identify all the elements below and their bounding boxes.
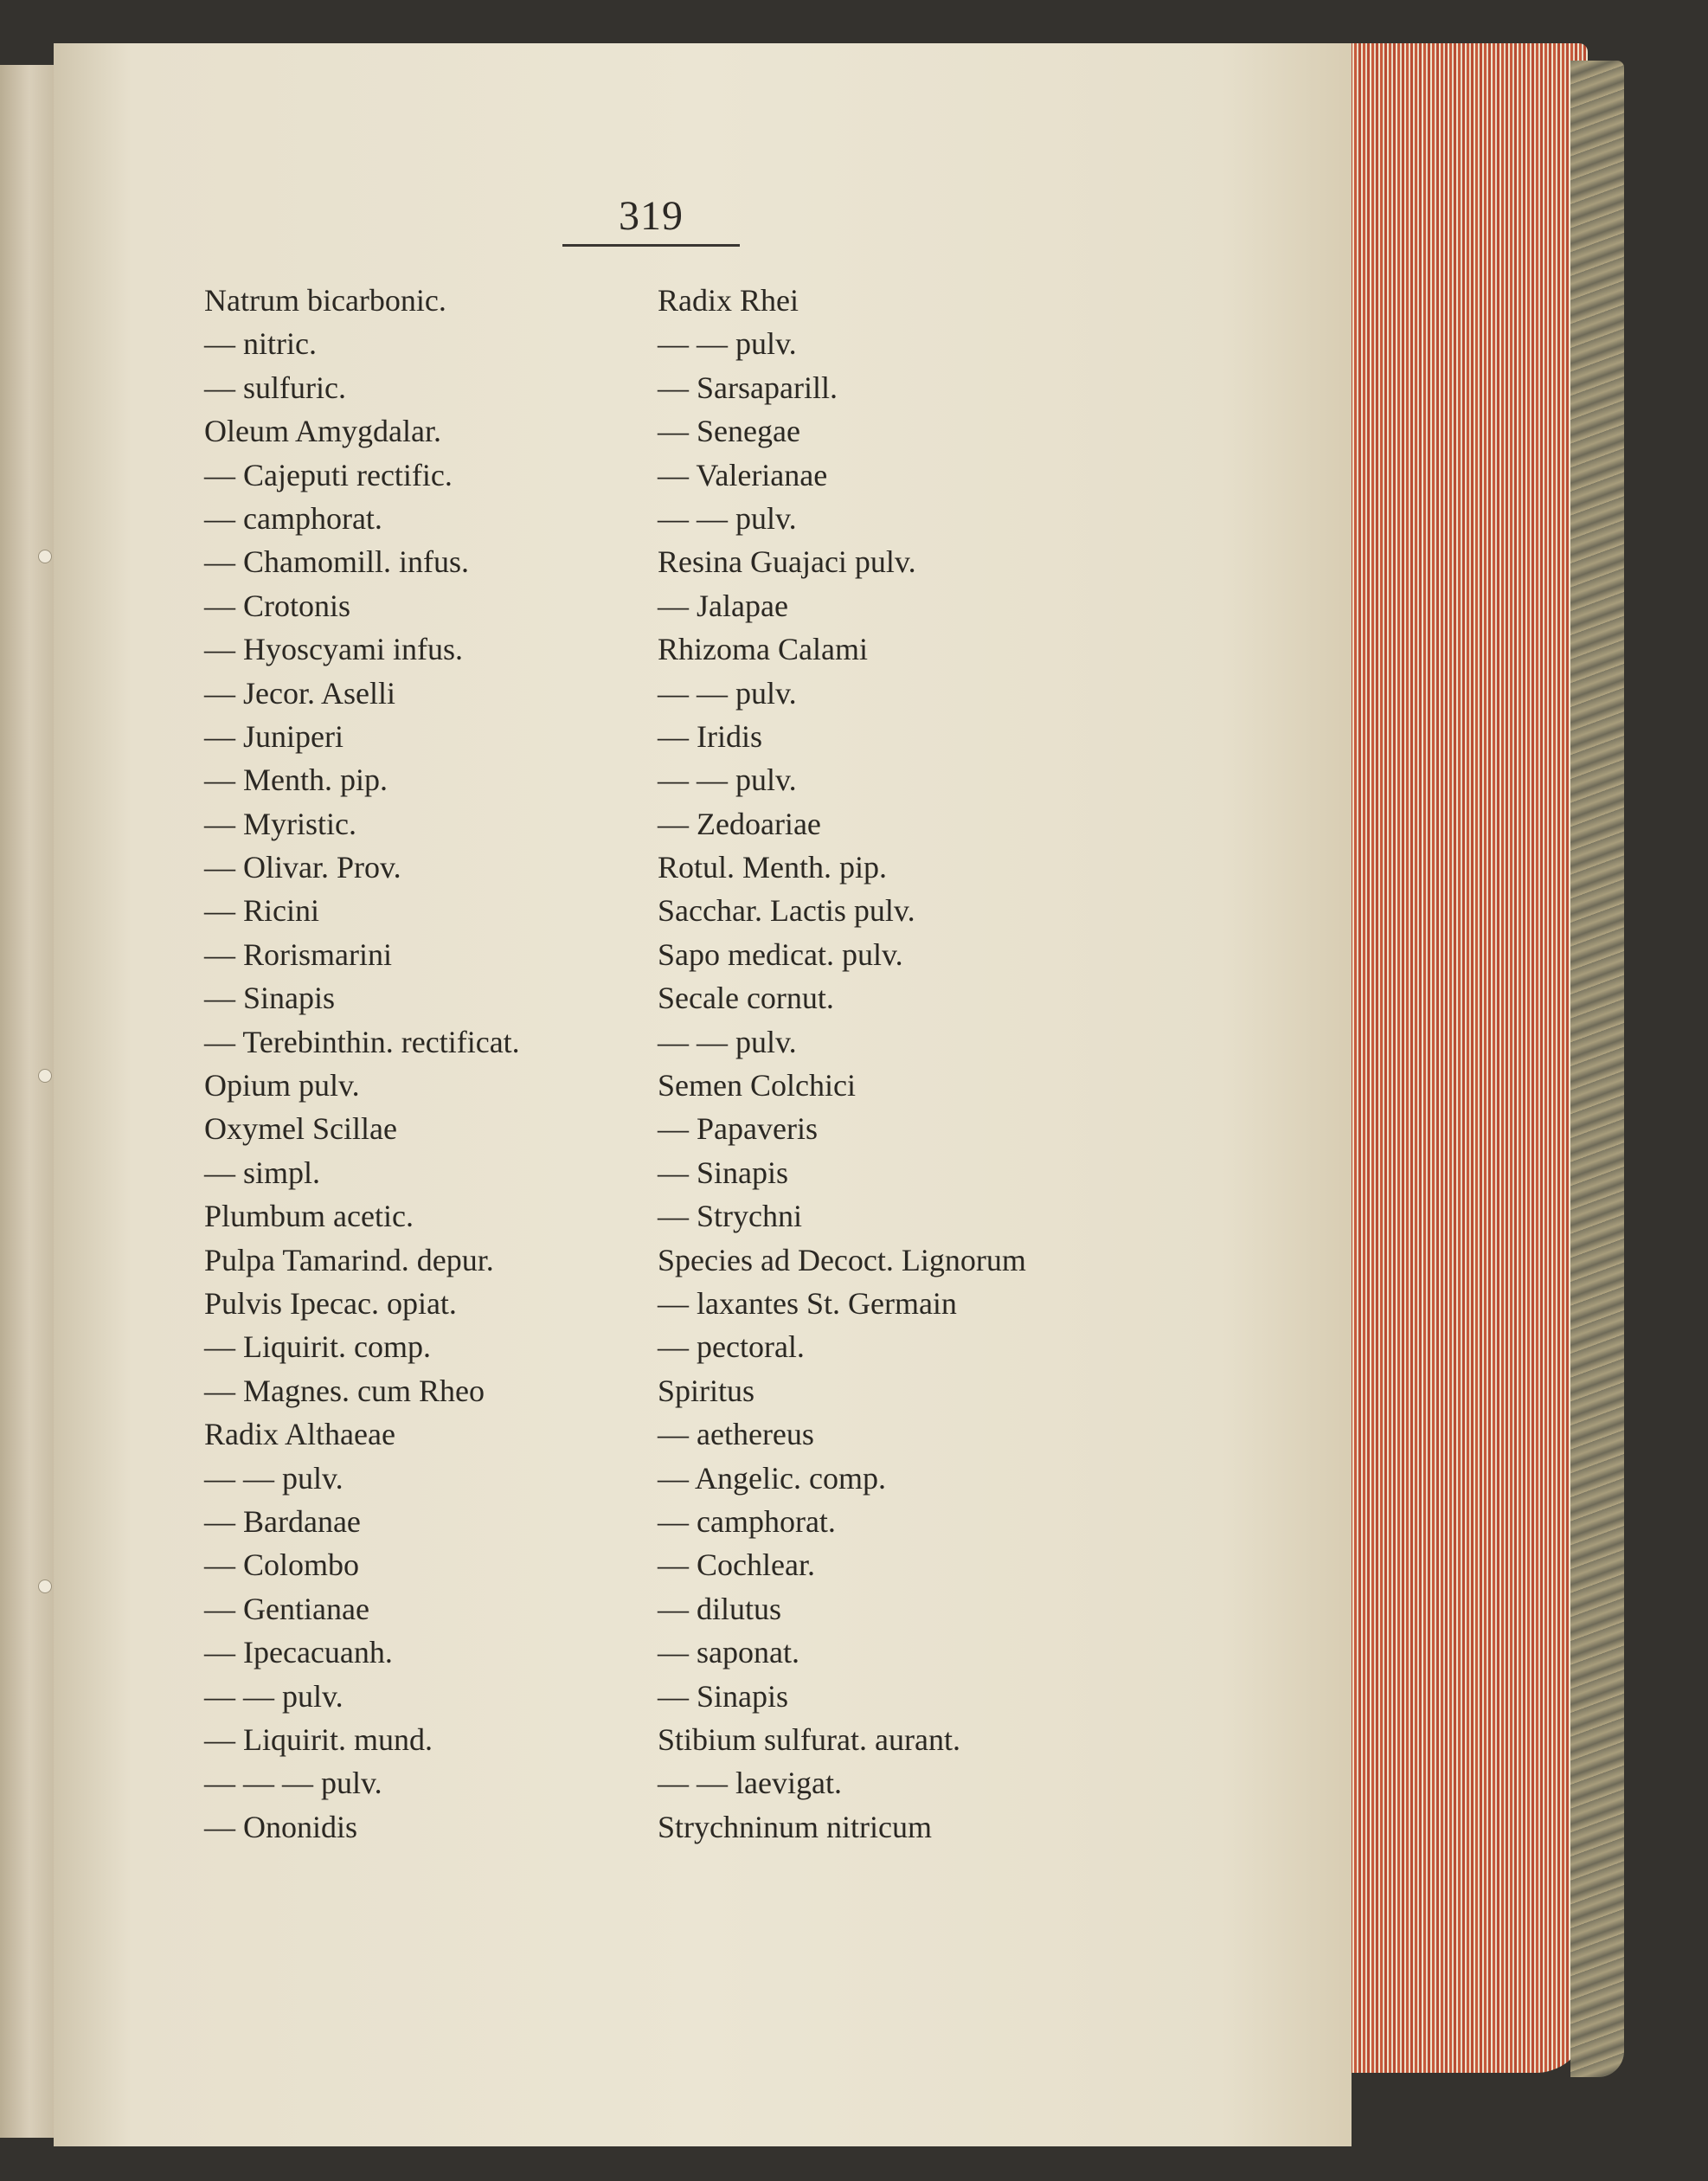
list-item: — Gentianae xyxy=(204,1591,369,1626)
list-item: Strychninum nitricum xyxy=(658,1809,932,1844)
list-item: — Crotonis xyxy=(204,588,351,623)
page-block-edges xyxy=(1337,43,1588,2073)
list-item: — Angelic. comp. xyxy=(658,1460,886,1496)
list-item: — Terebinthin. rectificat. xyxy=(204,1024,520,1059)
list-item: Oxymel Scillae xyxy=(204,1111,397,1147)
list-item: — Sarsaparill. xyxy=(658,370,838,405)
list-item: — Strychni xyxy=(658,1199,802,1234)
list-item: — Sinapis xyxy=(204,981,336,1016)
list-item: — — pulv. xyxy=(204,1678,344,1714)
list-item: — Ricini xyxy=(204,893,319,929)
list-item: — Cochlear. xyxy=(658,1547,815,1583)
list-item: — Bardanae xyxy=(204,1503,361,1539)
marbled-cover-board xyxy=(1570,61,1624,2077)
list-item: — Colombo xyxy=(204,1547,360,1583)
list-item: — — pulv. xyxy=(658,1024,797,1059)
left-column xyxy=(204,279,654,1849)
list-item: Species ad Decoct. Lignorum xyxy=(658,1242,1026,1277)
page-number-rule xyxy=(562,244,740,247)
list-item: — Zedoariae xyxy=(658,806,821,841)
list-item: — simpl. xyxy=(204,1155,321,1190)
list-item: — aethereus xyxy=(658,1417,814,1452)
list-item: Opium pulv. xyxy=(204,1068,360,1103)
list-item: — — pulv. xyxy=(658,675,797,711)
list-item: — — pulv. xyxy=(658,500,797,536)
list-item: — Ononidis xyxy=(204,1809,358,1844)
list-item: — Menth. pip. xyxy=(204,762,388,798)
list-item: — — pulv. xyxy=(658,326,797,362)
facing-page-edge xyxy=(0,65,55,2138)
list-item: — Jalapae xyxy=(658,588,788,623)
list-item: Pulvis Ipecac. opiat. xyxy=(204,1285,457,1321)
list-item: — Chamomill. infus. xyxy=(204,544,469,580)
list-item: — Rorismarini xyxy=(204,936,392,972)
binding-stitch xyxy=(38,1069,52,1083)
list-item: — Myristic. xyxy=(204,806,356,841)
list-item: — camphorat. xyxy=(658,1503,836,1539)
list-item: — Ipecacuanh. xyxy=(204,1635,393,1670)
list-item: Rotul. Menth. pip. xyxy=(658,850,888,885)
list-item: — Hyoscyami infus. xyxy=(204,632,463,667)
list-item: — camphorat. xyxy=(204,500,382,536)
list-item: — — pulv. xyxy=(658,762,797,798)
list-item: — Valerianae xyxy=(658,457,828,492)
list-item: Secale cornut. xyxy=(658,981,834,1016)
list-item: — Jecor. Aselli xyxy=(204,675,395,711)
right-column xyxy=(658,279,1142,1849)
list-item: — nitric. xyxy=(204,326,317,362)
list-item: Rhizoma Calami xyxy=(658,632,868,667)
list-item: — Papaveris xyxy=(658,1111,818,1147)
list-item: Stibium sulfurat. aurant. xyxy=(658,1721,960,1757)
list-item: — sulfuric. xyxy=(204,370,346,405)
page-number: 319 xyxy=(619,193,684,239)
list-item: — Senegae xyxy=(658,414,800,449)
list-item: — — — pulv. xyxy=(204,1766,382,1801)
list-item: — — pulv. xyxy=(204,1460,344,1496)
list-item: — — laevigat. xyxy=(658,1766,842,1801)
binding-stitch xyxy=(38,1579,52,1593)
list-item: — Sinapis xyxy=(658,1678,789,1714)
list-item: Semen Colchici xyxy=(658,1068,856,1103)
list-item: — Magnes. cum Rheo xyxy=(204,1373,485,1408)
binding-stitch xyxy=(38,550,52,563)
list-item: Sapo medicat. pulv. xyxy=(658,936,903,972)
list-item: — dilutus xyxy=(658,1591,782,1626)
list-item: — pectoral. xyxy=(658,1329,805,1365)
list-item: Oleum Amygdalar. xyxy=(204,414,441,449)
list-item: — Olivar. Prov. xyxy=(204,850,401,885)
list-item: Sacchar. Lactis pulv. xyxy=(658,893,915,929)
list-item: — Liquirit. comp. xyxy=(204,1329,431,1365)
list-item: Resina Guajaci pulv. xyxy=(658,544,916,580)
list-item: Natrum bicarbonic. xyxy=(204,283,446,318)
list-item: — saponat. xyxy=(658,1635,799,1670)
list-item: Plumbum acetic. xyxy=(204,1199,414,1234)
list-item: Pulpa Tamarind. depur. xyxy=(204,1242,494,1277)
list-item: — laxantes St. Germain xyxy=(658,1285,957,1321)
list-item: Spiritus xyxy=(658,1373,755,1408)
list-item: — Cajeputi rectific. xyxy=(204,457,453,492)
list-item: Radix Rhei xyxy=(658,283,799,318)
list-item: Radix Althaeae xyxy=(204,1417,395,1452)
list-item: — Juniperi xyxy=(204,718,344,754)
list-item: — Liquirit. mund. xyxy=(204,1721,433,1757)
list-item: — Iridis xyxy=(658,718,762,754)
list-item: — Sinapis xyxy=(658,1155,789,1190)
